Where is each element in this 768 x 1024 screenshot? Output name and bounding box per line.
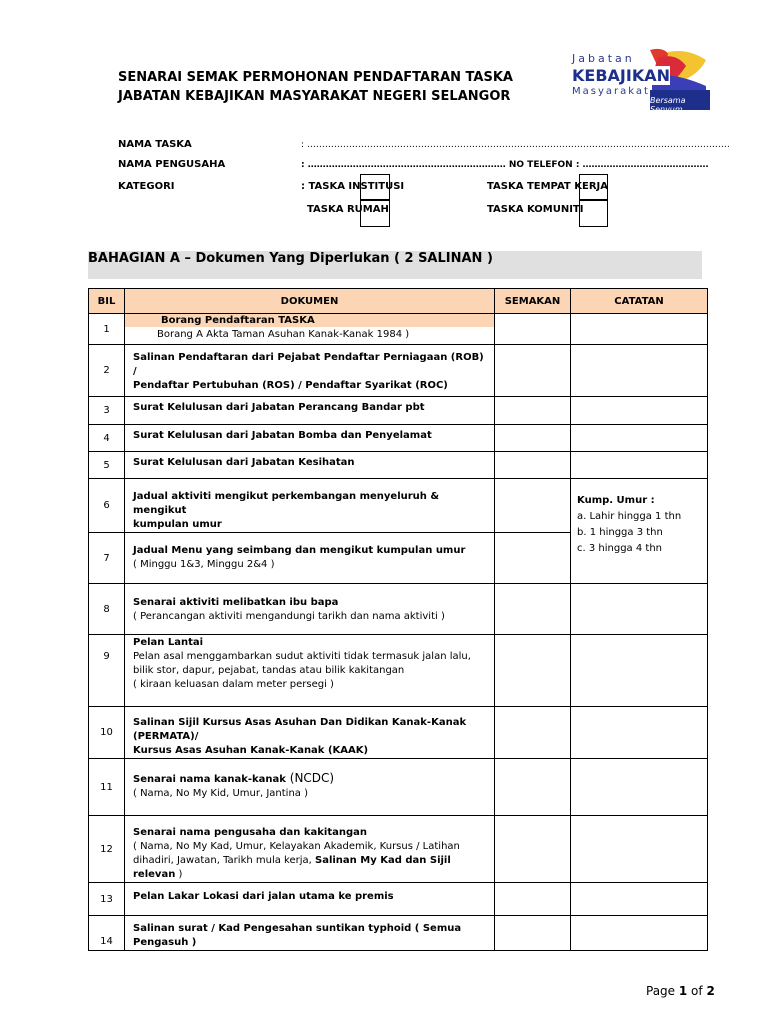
catatan-cell[interactable]	[571, 707, 708, 759]
document-title: Jadual aktiviti mengikut perkembangan menyeluruh & mengikut	[133, 491, 440, 516]
title-line-1: SENARAI SEMAK PERMOHONAN PENDAFTARAN TASKA	[118, 70, 513, 85]
document-title: Salinan Sijil Kursus Asas Asuhan Dan Didikan Kanak-Kanak (PERMATA)/	[133, 717, 467, 742]
semakan-cell[interactable]	[495, 707, 571, 759]
catatan-cell-umur[interactable]	[571, 479, 708, 584]
document-title: Surat Kelulusan dari Jabatan Perancang Bandar pbt	[133, 402, 425, 413]
table-row	[89, 425, 708, 452]
nama-taska-field[interactable]: : ……………………………………………………………………………………………………………………………	[301, 140, 730, 150]
checkbox-taska-institusi[interactable]	[360, 174, 390, 201]
title-line-2: JABATAN KEBAJIKAN MASYARAKAT NEGERI SELANGOR	[118, 89, 511, 104]
row-number: 6	[89, 479, 125, 533]
row-number: 5	[89, 452, 125, 479]
nama-pengusaha-label: NAMA PENGUSAHA	[118, 159, 226, 170]
logo-text-masyarakat: Masyarakat	[572, 86, 650, 97]
row-number: 4	[89, 425, 125, 452]
option-taska-institusi: : TASKA INSTITUSI	[301, 181, 405, 192]
row-number: 11	[89, 759, 125, 816]
table-header-row	[89, 289, 708, 314]
kump-umur-b: b. 1 hingga 3 thn	[577, 527, 663, 538]
kategori-label: KATEGORI	[118, 181, 175, 192]
semakan-cell[interactable]	[495, 816, 571, 883]
document-title: Senarai nama pengusaha dan kakitangan	[133, 827, 367, 838]
document-title-cont: Pendaftar Pertubuhan (ROS) / Pendaftar Syarikat (ROC)	[133, 380, 448, 391]
document-desc-2: dihadiri, Jawatan, Tarikh mula kerja,	[133, 855, 315, 866]
col-header-bil: BIL	[89, 289, 125, 314]
section-a-heading: BAHAGIAN A – Dokumen Yang Diperlukan ( 2 SALINAN )	[88, 251, 493, 266]
document-title-cont: Kursus Asas Asuhan Kanak-Kanak (KAAK)	[133, 745, 369, 756]
document-cell	[125, 883, 495, 916]
semakan-cell[interactable]	[495, 584, 571, 635]
row-number: 3	[89, 397, 125, 425]
catatan-cell[interactable]	[571, 314, 708, 345]
semakan-cell[interactable]	[495, 452, 571, 479]
document-cell	[125, 452, 495, 479]
document-desc-3: ( kiraan keluasan dalam meter persegi )	[133, 679, 334, 690]
document-desc-bold: Salinan My Kad dan Sijil relevan	[133, 855, 451, 880]
document-desc: ( Nama, No My Kid, Umur, Jantina )	[133, 788, 308, 799]
page-current: 1	[678, 984, 688, 998]
document-desc: ( Minggu 1&3, Minggu 2&4 )	[133, 559, 275, 570]
checkbox-taska-rumah[interactable]	[360, 199, 390, 227]
row-number: 13	[89, 883, 125, 916]
document-title: Senarai aktiviti melibatkan ibu bapa	[133, 597, 339, 608]
section-a-banner	[88, 251, 702, 279]
table-row	[89, 816, 708, 883]
catatan-cell[interactable]	[571, 635, 708, 707]
catatan-cell[interactable]	[571, 816, 708, 883]
document-title-cont: kumpulan umur	[133, 519, 222, 530]
document-title: Jadual Menu yang seimbang dan mengikut kumpulan umur	[133, 545, 466, 556]
semakan-cell[interactable]	[495, 759, 571, 816]
table-row	[89, 397, 708, 425]
document-desc-1: ( Nama, No My Kad, Umur, Kelayakan Akademik, Kursus / Latihan	[133, 841, 460, 852]
catatan-cell[interactable]	[571, 452, 708, 479]
checkbox-taska-tempat-kerja[interactable]	[579, 174, 608, 201]
table-row	[89, 345, 708, 397]
catatan-cell[interactable]	[571, 759, 708, 816]
logo-tagline: Bersama Senyum	[650, 96, 686, 114]
document-title: Salinan surat / Kad Pengesahan suntikan typhoid ( Semua Pengasuh )	[133, 923, 462, 948]
document-cell	[125, 584, 495, 635]
document-title: Salinan Pendaftaran dari Pejabat Pendaftar Perniagaan (ROB) /	[133, 352, 484, 377]
table-row	[89, 635, 708, 707]
col-header-catatan: CATATAN	[571, 289, 708, 314]
kump-umur-heading: Kump. Umur :	[577, 495, 655, 506]
table-row	[89, 479, 708, 533]
row-number: 12	[89, 816, 125, 883]
page-total: 2	[706, 984, 715, 998]
page-of: of	[687, 984, 707, 998]
document-desc-end: )	[175, 869, 183, 880]
table-row	[89, 883, 708, 916]
document-title: Pelan Lakar Lokasi dari jalan utama ke premis	[133, 891, 394, 902]
checkbox-taska-komuniti[interactable]	[579, 199, 608, 227]
row-number: 14	[89, 916, 125, 951]
semakan-cell[interactable]	[495, 397, 571, 425]
semakan-cell[interactable]	[495, 533, 571, 584]
document-title	[118, 68, 513, 106]
option-taska-rumah: TASKA RUMAH	[307, 204, 389, 215]
catatan-cell[interactable]	[571, 584, 708, 635]
ncdc-label: (NCDC)	[285, 771, 335, 785]
document-checklist-table	[88, 288, 708, 951]
table-row	[89, 584, 708, 635]
semakan-cell[interactable]	[495, 314, 571, 345]
document-title: Surat Kelulusan dari Jabatan Bomba dan Penyelamat	[133, 430, 432, 441]
table-row	[89, 759, 708, 816]
document-desc-1: Pelan asal menggambarkan sudut aktiviti tidak termasuk jalan lalu,	[133, 651, 471, 662]
logo-text-jabatan: Jabatan	[572, 52, 635, 65]
semakan-cell[interactable]	[495, 635, 571, 707]
row-number: 2	[89, 345, 125, 397]
semakan-cell[interactable]	[495, 345, 571, 397]
nama-taska-label: NAMA TASKA	[118, 139, 192, 150]
row-number: 9	[89, 635, 125, 707]
row-number: 10	[89, 707, 125, 759]
col-header-dokumen: DOKUMEN	[125, 289, 495, 314]
document-cell	[125, 397, 495, 425]
catatan-cell[interactable]	[571, 425, 708, 452]
document-cell	[125, 425, 495, 452]
logo-text-kebajikan: KEBAJIKAN	[572, 66, 670, 85]
document-desc-2: bilik stor, dapur, pejabat, tandas atau bilik kakitangan	[133, 665, 405, 676]
row-number: 8	[89, 584, 125, 635]
catatan-cell[interactable]	[571, 397, 708, 425]
kump-umur-c: c. 3 hingga 4 thn	[577, 543, 662, 554]
nama-pengusaha-field[interactable]: : ………………………………………………………… NO TELEFON : ……………………………………	[301, 160, 709, 170]
document-title: Senarai nama kanak-kanak	[133, 774, 286, 785]
option-taska-tempat-kerja: TASKA TEMPAT KERJA	[487, 181, 608, 192]
document-cell	[125, 479, 495, 533]
document-cell	[125, 759, 495, 816]
semakan-cell[interactable]	[495, 916, 571, 951]
semakan-cell[interactable]	[495, 479, 571, 533]
jkm-logo	[566, 46, 712, 112]
document-title: Borang Pendaftaran TASKA	[125, 314, 494, 327]
col-header-semakan: SEMAKAN	[495, 289, 571, 314]
catatan-cell[interactable]	[571, 883, 708, 916]
row-number: 1	[89, 314, 125, 345]
option-taska-komuniti: TASKA KOMUNITI	[487, 204, 584, 215]
table-row	[89, 707, 708, 759]
page-prefix: Page	[646, 984, 679, 998]
document-cell	[125, 916, 495, 951]
semakan-cell[interactable]	[495, 883, 571, 916]
page-number	[646, 984, 715, 998]
catatan-cell[interactable]	[571, 916, 708, 951]
semakan-cell[interactable]	[495, 425, 571, 452]
document-desc: Borang A Akta Taman Asuhan Kanak-Kanak 1984 )	[157, 329, 410, 340]
document-title: Pelan Lantai	[133, 637, 204, 648]
document-cell	[125, 314, 495, 345]
document-cell	[125, 533, 495, 584]
table-row	[89, 916, 708, 951]
document-cell	[125, 816, 495, 883]
document-cell	[125, 707, 495, 759]
catatan-cell[interactable]	[571, 345, 708, 397]
document-desc: ( Perancangan aktiviti mengandungi tarikh dan nama aktiviti )	[133, 611, 445, 622]
document-cell	[125, 345, 495, 397]
table-row	[89, 452, 708, 479]
row-number: 7	[89, 533, 125, 584]
document-cell	[125, 635, 495, 707]
table-row	[89, 314, 708, 345]
document-title: Surat Kelulusan dari Jabatan Kesihatan	[133, 457, 355, 468]
kump-umur-a: a. Lahir hingga 1 thn	[577, 511, 682, 522]
